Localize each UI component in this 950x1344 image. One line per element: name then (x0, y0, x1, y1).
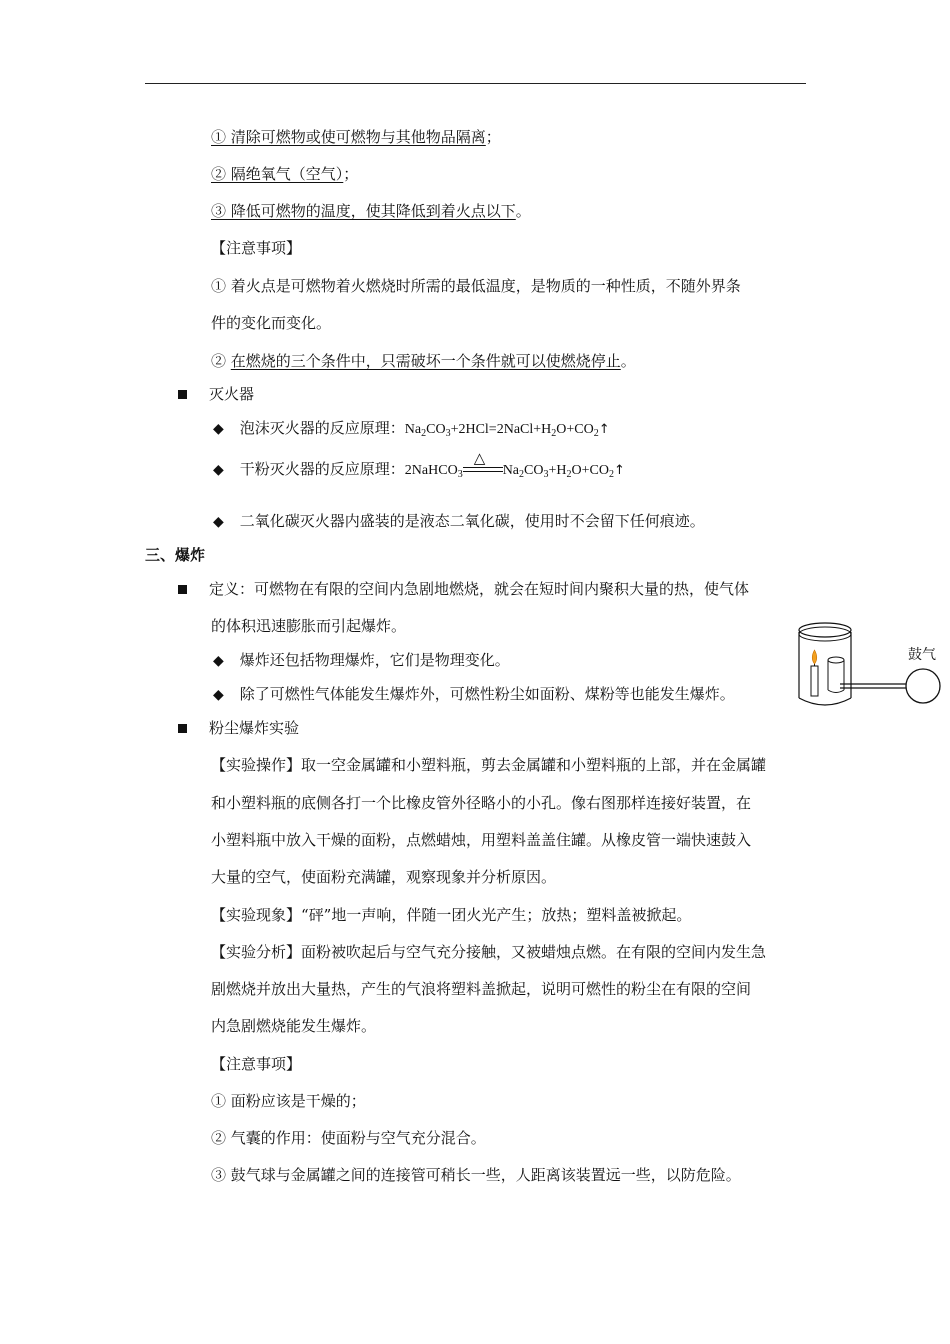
method-3: ③ 降低可燃物的温度，使其降低到着火点以下。 (211, 202, 531, 220)
diamond-bullet-icon: ◆ (213, 653, 224, 669)
dust-explosion-note: ◆ 除了可燃性气体能发生爆炸外，可燃性粉尘如面粉、煤粉等也能发生爆炸。 (213, 685, 735, 703)
dry-formula: 2NaHCO$_3$ △ $Na_2CO_3+H_2O+CO_2↑$ (404, 449, 625, 480)
operation-line-1: 【实验操作】取一空金属罐和小塑料瓶，剪去金属罐和小塑料瓶的上部，并在金属罐 (211, 756, 767, 774)
physical-explosion: ◆ 爆炸还包括物理爆炸，它们是物理变化。 (213, 651, 510, 669)
section-explosion-heading: 三、爆炸 (145, 546, 206, 564)
foam-extinguisher: ◆ 泡沫灭火器的反应原理：$Na_2CO_3+2HCl=2NaCl+H_2O+CO_2↑$ (213, 419, 610, 439)
diamond-bullet-icon: ◆ (213, 687, 224, 703)
dry-powder-extinguisher: ◆ 干粉灭火器的反应原理：2NaHCO$_3$ △ $Na_2CO_3+H_2O+CO_2↑$ (213, 449, 625, 480)
analysis-line-2: 剧燃烧并放出大量热，产生的气浪将塑料盖掀起，说明可燃性的粉尘在有限的空间 (211, 980, 752, 998)
diamond-bullet-icon: ◆ (213, 462, 224, 478)
analysis-line-1: 【实验分析】面粉被吹起后与空气充分接触，又被蜡烛点燃。在有限的空间内发生急 (211, 943, 767, 961)
experiment-heading: 粉尘爆炸实验 (178, 718, 299, 738)
dust-explosion-apparatus (796, 618, 946, 717)
square-bullet-icon (178, 390, 187, 399)
phenomenon: 【实验现象】“砰”地一声响，伴随一团火光产生；放热；塑料盖被掀起。 (211, 906, 692, 924)
operation-line-2: 和小塑料瓶的底侧各打一个比橡皮管外径略小的小孔。像右图那样连接好装置，在 (211, 794, 752, 812)
diamond-bullet-icon: ◆ (213, 514, 224, 530)
note-1b: 件的变化而变化。 (211, 314, 332, 332)
heat-equals-sign: △ (463, 458, 503, 478)
apparatus-drawing (796, 618, 946, 713)
diamond-bullet-icon: ◆ (213, 421, 224, 437)
method-1: ① 清除可燃物或使可燃物与其他物品隔离； (211, 128, 501, 146)
analysis-line-3: 内急剧燃烧能发生爆炸。 (211, 1017, 377, 1035)
co2-extinguisher: ◆ 二氧化碳灭火器内盛装的是液态二氧化碳，使用时不会留下任何痕迹。 (213, 512, 705, 530)
notes-title-1: 【注意事项】 (211, 239, 302, 257)
foam-formula: $Na_2CO_3+2HCl=2NaCl+H_2O+CO_2↑$ (404, 422, 610, 439)
note2-2: ② 气囊的作用：使面粉与空气充分混合。 (211, 1129, 486, 1147)
note2-1: ① 面粉应该是干燥的； (211, 1092, 366, 1110)
definition-b: 的体积迅速膨胀而引起爆炸。 (211, 617, 407, 635)
note-1a: ① 着火点是可燃物着火燃烧时所需的最低温度，是物质的一种性质，不随外界条 (211, 277, 741, 295)
operation-line-3: 小塑料瓶中放入干燥的面粉，点燃蜡烛，用塑料盖盖住罐。从橡皮管一端快速鼓入 (211, 831, 752, 849)
operation-line-4: 大量的空气，使面粉充满罐，观察现象并分析原因。 (211, 868, 557, 886)
definition-a: 定义：可燃物在有限的空间内急剧地燃烧，就会在短时间内聚积大量的热，使气体 (178, 579, 749, 599)
extinguisher-heading: 灭火器 (178, 384, 254, 404)
square-bullet-icon (178, 724, 187, 733)
header-rule (145, 83, 806, 84)
blower-label: 鼓气 (908, 647, 936, 663)
note-2: ② 在燃烧的三个条件中，只需破坏一个条件就可以使燃烧停止。 (211, 352, 636, 370)
note2-3: ③ 鼓气球与金属罐之间的连接管可稍长一些，人距离该装置远一些，以防危险。 (211, 1166, 741, 1184)
method-2: ② 隔绝氧气（空气）； (211, 165, 359, 183)
notes-title-2: 【注意事项】 (211, 1055, 302, 1073)
square-bullet-icon (178, 585, 187, 594)
